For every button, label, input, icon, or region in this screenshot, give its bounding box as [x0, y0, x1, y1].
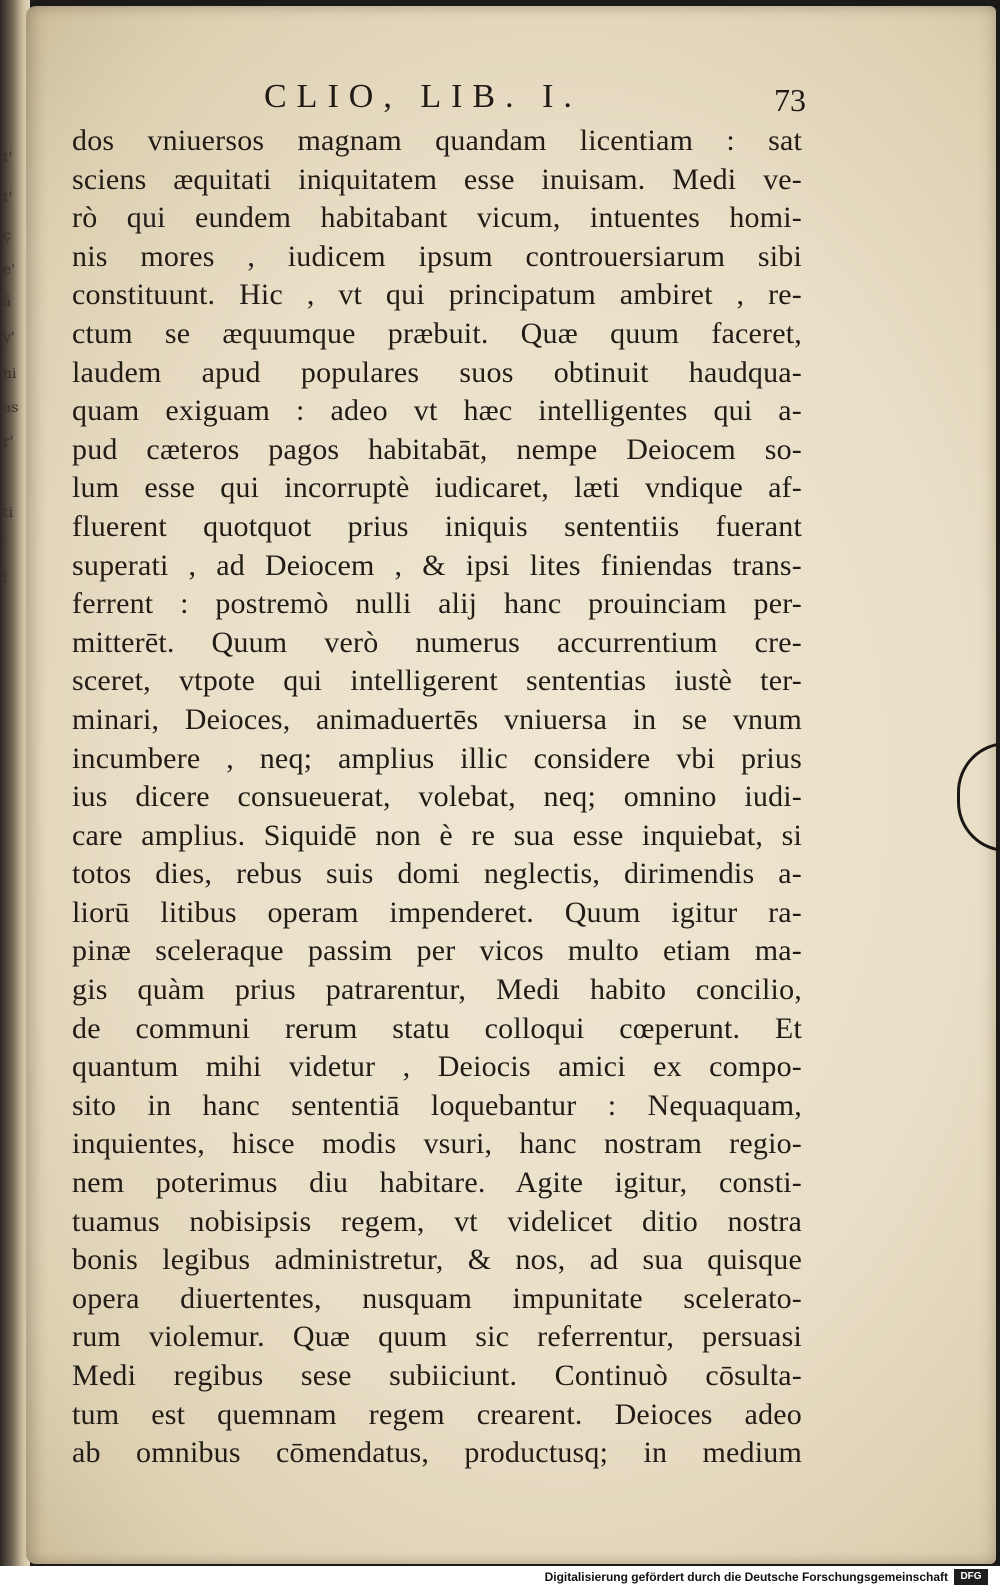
- dfg-logo: DFG: [954, 1569, 988, 1585]
- text-line: pud cæteros pagos habitabāt, nempe Deiocem so-: [72, 432, 802, 466]
- page: [26, 6, 996, 1564]
- text-line: ius dicere consueuerat, volebat, neq; omnino iudi-: [72, 780, 802, 814]
- text-line: ferrent : postremò nulli alij hanc prouinciam per-: [72, 587, 802, 621]
- text-line: mitterēt. Quum verò numerus accurrentium cre-: [72, 625, 802, 659]
- text-line: sito in hanc sententiā loquebantur : Nequaquam,: [72, 1088, 802, 1122]
- text-line: rum violemur. Quæ quum sic referrentur, persuasi: [72, 1320, 802, 1354]
- text-line: fluerent quotquot prius iniquis sententiis fuerant: [72, 509, 802, 543]
- text-line: pinæ sceleraque passim per vicos multo etiam ma-: [72, 934, 802, 968]
- text-line: de communi rerum statu colloqui cœperunt. Et: [72, 1011, 802, 1045]
- text-line: liorū litibus operam impenderet. Quum igitur ra-: [72, 895, 802, 929]
- text-line: Medi regibus sese subiiciunt. Continuò cōsulta-: [72, 1359, 802, 1392]
- text-line: totos dies, rebus suis domi neglectis, dirimendis a-: [72, 857, 802, 891]
- page-number: 73: [774, 82, 806, 118]
- text-line: sciens æquitati iniquitatem esse inuisam. Medi ve-: [72, 162, 802, 196]
- gutter-mark: ni: [3, 366, 17, 382]
- gutter-mark: t': [3, 190, 13, 206]
- gutter-mark: t': [3, 150, 13, 166]
- gutter-mark: ç: [3, 228, 11, 244]
- text-line: nem poterimus diu habitare. Agite igitur, consti-: [72, 1166, 802, 1200]
- text-line: constituunt. Hic , vt qui principatum ambiret , re-: [72, 278, 802, 312]
- gutter-mark: as: [3, 400, 19, 416]
- text-line: bonis legibus administretur, & nos, ad sua quisque: [72, 1243, 802, 1277]
- gutter-mark: i: [3, 570, 8, 586]
- text-line: laudem apud populares suos obtinuit haudqua-: [72, 355, 802, 389]
- body-text: [72, 122, 802, 1473]
- text-line: rò qui eundem habitabant vicum, intuentes homi-: [72, 201, 802, 235]
- text-line: inquientes, hisce modis vsuri, hanc nostram regio-: [72, 1127, 802, 1161]
- page-content: [72, 78, 806, 1473]
- text-line: ctum se æquumque præbuit. Quæ quum faceret,: [72, 316, 802, 350]
- gutter-mark: ti: [3, 505, 14, 521]
- text-line: care amplius. Siquidē non è re sua esse inquiebat, si: [72, 818, 802, 852]
- gutter-mark: e': [3, 262, 16, 278]
- text-line: tuamus nobisipsis regem, vt videlicet ditio nostra: [72, 1204, 802, 1238]
- text-line: ab omnibus cōmendatus, productusq; in medium: [72, 1436, 802, 1470]
- gutter-mark: ä: [3, 294, 12, 310]
- text-line: superati , ad Deiocem , & ipsi lites finiendas trans-: [72, 548, 802, 582]
- text-line: gis quàm prius patrarentur, Medi habito concilio,: [72, 973, 802, 1007]
- text-line: tum est quemnam regem crearent. Deioces adeo: [72, 1397, 802, 1431]
- running-head: CLIO, LIB. I.: [264, 78, 582, 115]
- funding-credit: Digitalisierung gefördert durch die Deutsche Forschungsgemeinschaft: [544, 1570, 948, 1584]
- gutter-mark: ': [3, 540, 7, 556]
- footer-bar: [0, 1566, 1000, 1590]
- text-line: nis mores , iudicem ipsum controuersiarum sibi: [72, 239, 802, 273]
- text-line: sceret, vtpote qui intelligerent sententias iustè ter-: [72, 664, 802, 698]
- page-header: [72, 78, 806, 118]
- gutter-mark: r': [3, 434, 14, 450]
- text-line: lum esse qui incorruptè iudicaret, læti vndique af-: [72, 471, 802, 505]
- text-line: incumbere , neq; amplius illic considere vbi prius: [72, 741, 802, 775]
- gutter-mark: y': [3, 330, 15, 346]
- text-line: opera diuertentes, nusquam impunitate scelerato-: [72, 1281, 802, 1315]
- book-clasp: [957, 742, 1000, 852]
- text-line: minari, Deioces, animaduertēs vniuersa in se vnum: [72, 702, 802, 736]
- text-line: quantum mihi videtur , Deiocis amici ex compo-: [72, 1050, 802, 1084]
- text-line: quam exiguam : adeo vt hæc intelligentes qui a-: [72, 394, 802, 428]
- text-line: dos vniuersos magnam quandam licentiam : sat: [72, 124, 802, 157]
